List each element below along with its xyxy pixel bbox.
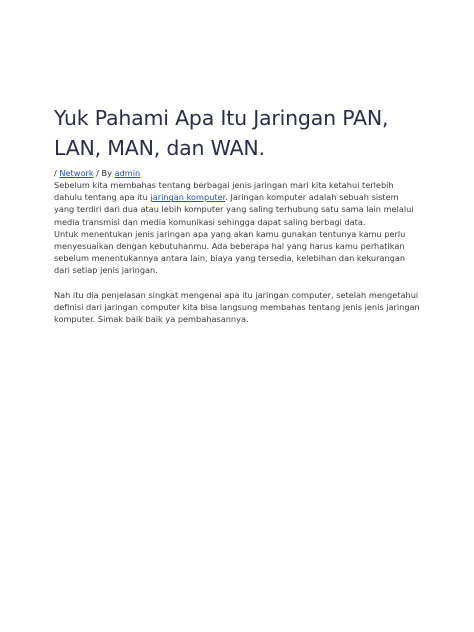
article-title: Yuk Pahami Apa Itu Jaringan PAN, LAN, MAN, dan WAN. — [54, 106, 389, 160]
paragraph-intro — [54, 179, 420, 228]
meta-by-text: / By — [93, 168, 115, 178]
meta-prefix: / — [54, 168, 60, 178]
article-content — [54, 103, 420, 325]
paragraph-selection: Untuk menentukan jenis jaringan apa yang akan kamu gunakan tentunya kamu perlu menyesuaikan dengan kebutuhanmu. Ada beberapa hal yang harus kamu perhatikan sebelum menentukannya antara lain, biaya yang tersedia, kelebihan dan kekurangan dari setiap jenis jaringan. — [54, 228, 406, 276]
paragraph-conclusion: Nah itu dia penjelasan singkat mengenai apa itu jaringan computer, setelah mengetahui definisi dari jaringan computer kita bisa langsung membahas tentang jenis jenis jaringan komputer. Simak baik baik ya pembahasannya. — [54, 289, 420, 325]
author-link[interactable]: admin — [114, 168, 141, 178]
article-meta — [54, 167, 420, 179]
paragraph-gap — [54, 277, 420, 289]
jaringan-komputer-link[interactable]: jaringan komputer — [150, 192, 226, 203]
category-link[interactable]: Network — [59, 168, 94, 178]
paragraph-intro-after: . Jaringan komputer adalah sebuah sistem yang terdiri dari dua atau lebih komputer yang saling terhubung satu sama lain melalui media transmisi dan media komunikasi sehingga dapat saling berbagi data. — [54, 192, 414, 227]
paragraph-intro-before: Sebelum kita membahas tentang berbagai jenis jaringan mari kita ketahui terlebih dahulu tentang apa itu — [54, 180, 394, 203]
